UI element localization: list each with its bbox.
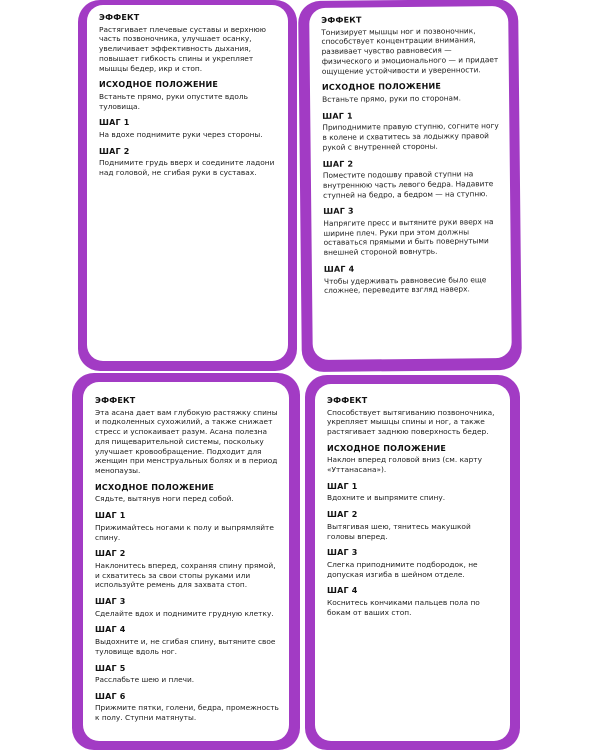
section-step-2 <box>99 147 278 178</box>
section-heading: ШАГ 4 <box>323 264 355 274</box>
section-text: Приподнимите правую ступню, согните ногу в колене и схватитесь за лодыжку правой рукой с внутренней стороны. <box>322 121 499 152</box>
yoga-card-1 <box>78 0 297 371</box>
section-text: Коснитесь кончиками пальцев пола по бокам от ваших стоп. <box>327 597 480 617</box>
section-step-4 <box>324 263 501 296</box>
section-step-3 <box>95 597 279 618</box>
section-text: Чтобы удерживать равновесие было еще сложнее, переведите взгляд наверх. <box>323 274 487 296</box>
section-text: Вдохните и выпрямите спину. <box>327 493 446 503</box>
card-4-content <box>315 384 510 741</box>
section-step-1 <box>99 118 278 139</box>
section-step-4 <box>95 625 279 656</box>
section-text: Напрягите пресс и вытяните руки вверх на ширине плеч. Руки при этом должны оставаться прямыми и быть повернутыми внешней стороной вовнутрь. <box>323 217 494 258</box>
section-step-1 <box>322 110 499 153</box>
section-text: Прижмите пятки, голени, бедра, промежность к полу. Ступни матянуты. <box>95 703 279 723</box>
section-step-1 <box>95 511 279 542</box>
card-1-content <box>87 5 288 361</box>
section-heading: ИСХОДНОЕ ПОЛОЖЕНИЕ <box>95 482 215 492</box>
section-heading: ЭФФЕКТ <box>327 396 368 405</box>
section-heading: ШАГ 6 <box>95 691 126 701</box>
section-step-3 <box>327 548 500 579</box>
section-text: Прижимайтесь ногами к полу и выпрямляйте спину. <box>95 522 274 542</box>
card-3-content <box>83 382 289 741</box>
section-effect <box>321 14 499 76</box>
section-heading: ШАГ 1 <box>95 511 126 521</box>
section-heading: ШАГ 2 <box>327 510 358 520</box>
section-heading: ШАГ 3 <box>95 597 126 607</box>
section-start-position <box>95 483 279 504</box>
section-start-position <box>99 80 278 111</box>
section-step-4 <box>327 586 500 617</box>
section-step-2 <box>95 549 279 590</box>
section-start-position <box>327 444 500 475</box>
section-heading: ИСХОДНОЕ ПОЛОЖЕНИЕ <box>321 82 442 93</box>
card-2-content <box>309 6 512 360</box>
section-effect <box>99 13 278 73</box>
section-heading: ШАГ 3 <box>323 206 354 217</box>
section-text: Наклон вперед головой вниз (см. карту «Уттанасана»). <box>327 455 482 475</box>
section-heading: ШАГ 3 <box>327 548 358 558</box>
section-heading: ИСХОДНОЕ ПОЛОЖЕНИЕ <box>327 443 447 453</box>
section-heading: ЭФФЕКТ <box>95 396 136 405</box>
section-text: Эта асана дает вам глубокую растяжку спины и подколенных сухожилий, а также снижает стресс и успокаивает разум. Асана полезна для пищеварительной системы, поскольку улучшает кровообращение. Подходит для женщин при менструальных болях и в период менопаузы. <box>95 407 278 476</box>
section-heading: ШАГ 1 <box>322 111 353 121</box>
section-text: На вдохе поднимите руки через стороны. <box>99 130 263 139</box>
section-effect <box>327 396 500 437</box>
section-step-3 <box>323 205 501 257</box>
section-heading: ШАГ 2 <box>99 146 130 156</box>
section-heading: ЭФФЕКТ <box>99 13 140 22</box>
section-text: Встаньте прямо, руки опустите вдоль туловища. <box>99 91 248 111</box>
section-effect <box>95 396 279 476</box>
section-text: Вытягивая шею, тянитесь макушкой головы вперед. <box>327 521 471 541</box>
section-text: Слегка приподнимите подбородок, не допуская изгиба в шейном отделе. <box>327 559 478 579</box>
section-step-2 <box>323 158 500 201</box>
section-step-1 <box>327 482 500 503</box>
section-heading: ШАГ 4 <box>327 586 358 596</box>
yoga-card-3 <box>72 373 300 750</box>
section-text: Способствует вытягиванию позвоночника, укрепляет мышцы спины и ног, а также растягивает заднюю поверхность бедер. <box>327 407 495 437</box>
section-heading: ЭФФЕКТ <box>321 15 362 25</box>
section-text: Выдохните и, не сгибая спину, вытяните свое туловище вдоль ног. <box>95 637 276 656</box>
section-heading: ШАГ 2 <box>322 159 354 169</box>
section-heading: ИСХОДНОЕ ПОЛОЖЕНИЕ <box>99 80 219 90</box>
section-heading: ШАГ 4 <box>95 625 126 635</box>
section-text: Встаньте прямо, руки по сторонам. <box>322 93 462 104</box>
yoga-card-2 <box>298 0 522 372</box>
section-text: Наклонитесь вперед, сохраняя спину прямой, и схватитесь за свои стопы руками или используйте ремень для захвата стоп. <box>95 560 276 590</box>
yoga-card-4 <box>305 375 520 750</box>
section-text: Растягивает плечевые суставы и верхнюю часть позвоночника, улучшает осанку, увеличивает эффективность дыхания, повышает гибкость спины и укрепляет мышцы бедер, икр и стоп. <box>99 24 266 73</box>
section-text: Сделайте вдох и поднимите грудную клетку. <box>95 608 274 618</box>
section-heading: ШАГ 5 <box>95 663 126 673</box>
section-text: Поднимите грудь вверх и соедините ладони над головой, не сгибая руки в суставах. <box>99 158 275 178</box>
section-step-6 <box>95 692 279 723</box>
section-text: Поместите подошву правой ступни на внутреннюю часть левого бедра. Надавите ступней на бедро, а бедром — на ступню. <box>322 169 494 200</box>
section-text: Сядьте, вытянув ноги перед собой. <box>95 494 234 504</box>
section-heading: ШАГ 1 <box>99 118 130 128</box>
section-text: Расслабьте шею и плечи. <box>95 675 195 685</box>
section-text: Тонизирует мышцы ног и позвоночник, способствует концентрации внимания, развивает чувство равновесия — физического и эмоционального — и придает ощущение устойчивости и уверенности. <box>321 25 499 76</box>
section-step-2 <box>327 510 500 541</box>
section-heading: ШАГ 2 <box>95 549 126 559</box>
section-start-position <box>322 81 499 104</box>
section-step-5 <box>95 664 279 685</box>
section-heading: ШАГ 1 <box>327 481 358 491</box>
